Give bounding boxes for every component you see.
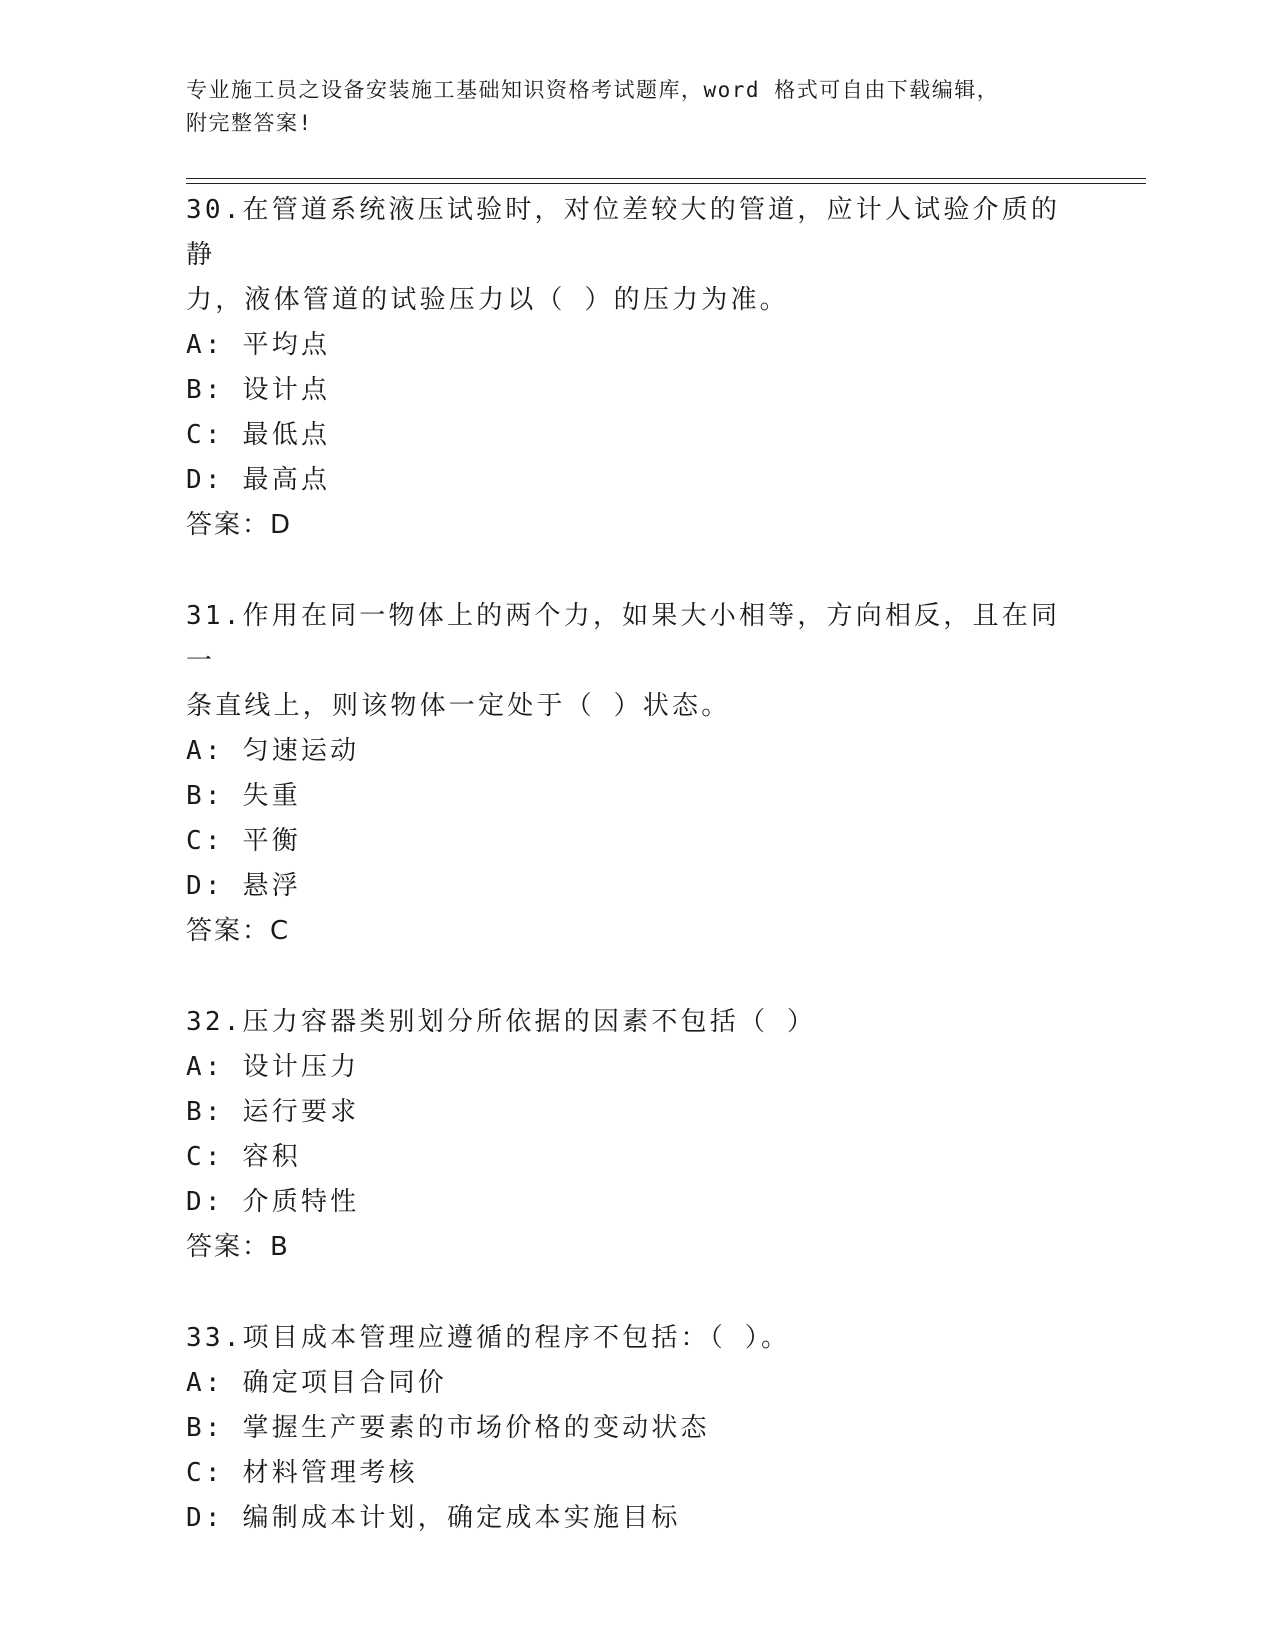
question-31	[186, 594, 1086, 954]
question-stem-line: 力，液体管道的试验压力以（ ）的压力为准。	[186, 285, 789, 315]
option-b: B: 设计点	[186, 375, 331, 405]
option-d: D: 最高点	[186, 465, 331, 495]
option-a: A: 设计压力	[186, 1052, 360, 1082]
question-stem-line: 条直线上，则该物体一定处于（ ）状态。	[186, 691, 731, 721]
option-d: D: 介质特性	[186, 1187, 360, 1217]
option-a: A: 平均点	[186, 330, 331, 360]
question-32	[186, 1000, 1086, 1270]
option-d: D: 悬浮	[186, 871, 301, 901]
option-b: B: 掌握生产要素的市场价格的变动状态	[186, 1413, 710, 1443]
option-d: D: 编制成本计划，确定成本实施目标	[186, 1503, 681, 1533]
option-a: A: 匀速运动	[186, 736, 360, 766]
header-divider-top	[186, 178, 1146, 179]
question-list	[186, 188, 1086, 1587]
question-33	[186, 1316, 1086, 1541]
question-stem-line: 30.在管道系统液压试验时，对位差较大的管道，应计人试验介质的静	[186, 195, 1061, 270]
option-c: C: 平衡	[186, 826, 301, 856]
option-c: C: 材料管理考核	[186, 1458, 418, 1488]
answer-line: 答案：C	[186, 916, 291, 946]
question-stem-line: 33.项目成本管理应遵循的程序不包括：（ ）。	[186, 1323, 791, 1353]
header-divider-bottom	[186, 183, 1146, 184]
option-c: C: 最低点	[186, 420, 331, 450]
option-b: B: 失重	[186, 781, 301, 811]
option-c: C: 容积	[186, 1142, 301, 1172]
answer-line: 答案：B	[186, 1232, 290, 1262]
option-b: B: 运行要求	[186, 1097, 360, 1127]
question-30	[186, 188, 1086, 548]
answer-line: 答案：D	[186, 510, 293, 540]
question-stem-line: 32.压力容器类别划分所依据的因素不包括（ ）	[186, 1007, 817, 1037]
header-line-2: 附完整答案!	[186, 111, 313, 135]
option-a: A: 确定项目合同价	[186, 1368, 447, 1398]
header-line-1: 专业施工员之设备安装施工基础知识资格考试题库，word 格式可自由下载编辑，	[186, 78, 1000, 102]
question-stem-line: 31.作用在同一物体上的两个力，如果大小相等，方向相反，且在同一	[186, 601, 1061, 676]
document-header	[186, 74, 1086, 140]
